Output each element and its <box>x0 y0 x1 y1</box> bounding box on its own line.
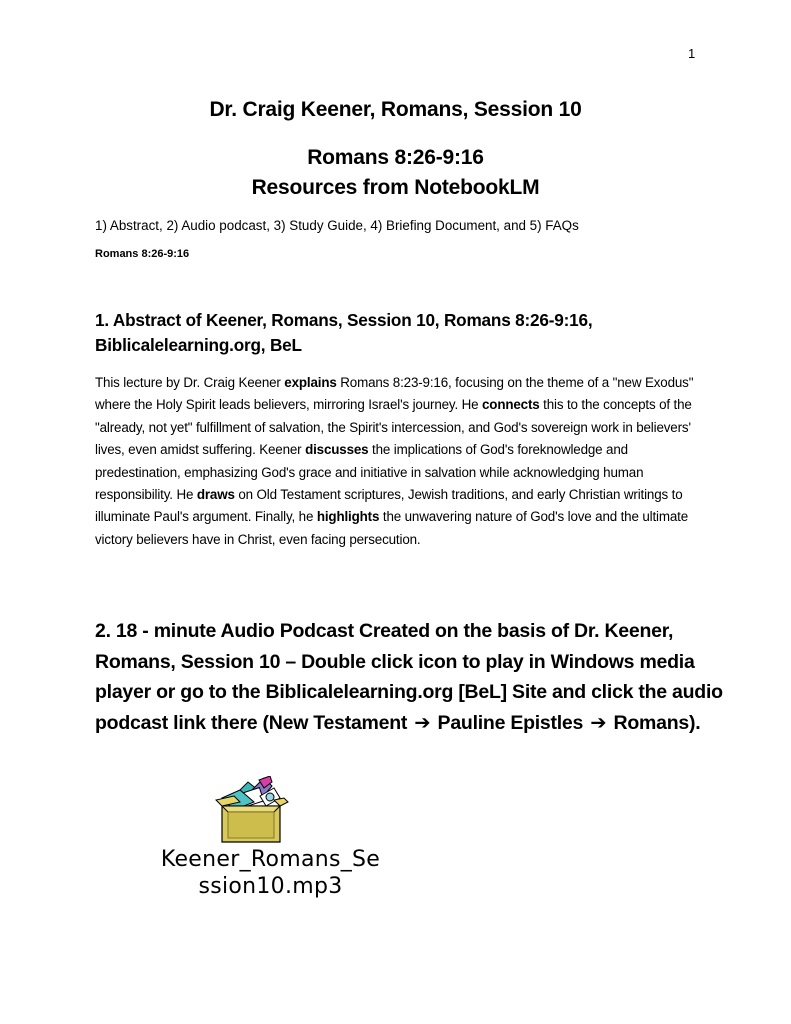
abstract-text: the unwavering nature of God's love and the ultimate victory believers have in Christ, even facing persecution. <box>95 509 689 547</box>
package-icon-graphic <box>214 776 290 844</box>
abstract-text: the implications of God's foreknowledge and predestination, emphasizing God's grace and initiative in salvation while acknowledging human responsibility. He <box>95 442 644 503</box>
podcast-heading <box>95 616 735 738</box>
abstract-keyword: discusses <box>305 442 369 458</box>
arrow-right-icon: ➔ <box>590 711 607 734</box>
abstract-text: Romans 8:23-9:16, focusing on the theme of a "new Exodus" where the Holy Spirit leads believers, mirroring Israel's journey. He <box>95 375 694 413</box>
podcast-heading-text: Pauline Epistles <box>432 711 589 734</box>
abstract-text: this to the concepts of the "already, not yet" fulfillment of salvation, the Spirit's intercession, and God's sovereign work in believers' lives, even amidst suffering. Keener <box>95 397 692 458</box>
contents-list: 1) Abstract, 2) Audio podcast, 3) Study Guide, 4) Briefing Document, and 5) FAQs <box>95 218 579 233</box>
audio-file-label[interactable] <box>98 846 443 900</box>
abstract-text: This lecture by Dr. Craig Keener <box>95 375 285 390</box>
audio-filename-line: Keener_Romans_Se <box>160 847 381 872</box>
document-subtitle-resources: Resources from NotebookLM <box>251 176 540 199</box>
audio-filename-line: ssion10.mp3 <box>198 874 343 899</box>
abstract-keyword: connects <box>482 397 540 413</box>
package-audio-icon[interactable] <box>214 776 290 844</box>
abstract-paragraph <box>95 372 695 551</box>
abstract-keyword: draws <box>196 487 235 503</box>
page-number: 1 <box>688 46 696 61</box>
abstract-keyword: highlights <box>316 509 380 525</box>
podcast-heading-text: 2. 18 - minute Audio Podcast Created on the basis of Dr. Keener, Romans, Session 10 – Double click icon to play in Windows media player or go to the Biblicalelearning.org [BeL] Site and click the audio podcast link there (New Testament <box>95 620 723 734</box>
scripture-reference: Romans 8:26-9:16 <box>95 248 190 260</box>
document-subtitle-scripture: Romans 8:26-9:16 <box>307 146 484 169</box>
abstract-keyword: explains <box>284 375 337 390</box>
abstract-text: on Old Testament scriptures, Jewish traditions, and early Christian writings to illuminate Paul's argument. Finally, he <box>95 487 683 525</box>
document-title: Dr. Craig Keener, Romans, Session 10 <box>209 98 582 121</box>
abstract-heading: 1. Abstract of Keener, Romans, Session 10, Romans 8:26-9:16, Biblicalelearning.org, BeL <box>95 310 593 355</box>
arrow-right-icon: ➔ <box>414 711 431 734</box>
podcast-heading-text: Romans). <box>608 711 701 734</box>
